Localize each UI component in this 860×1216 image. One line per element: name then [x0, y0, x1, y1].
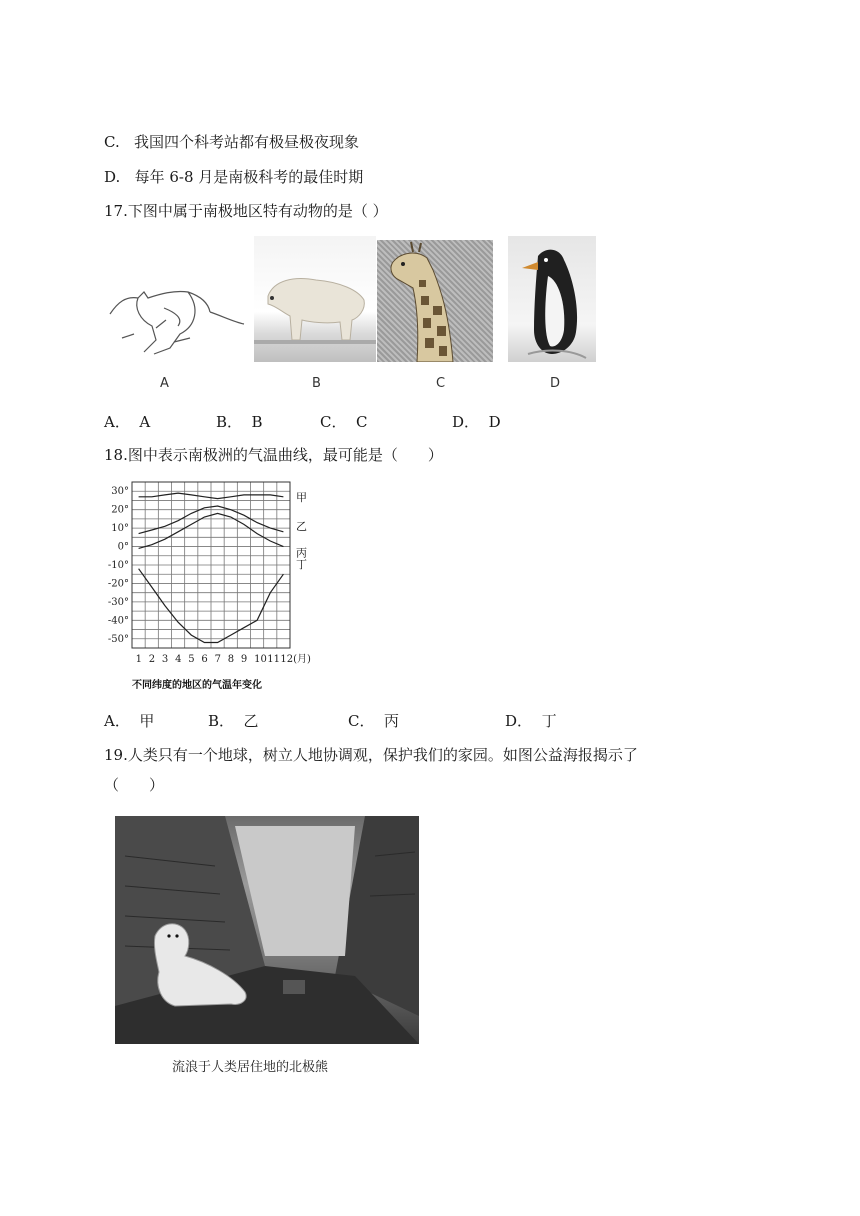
picture-label-d: D	[550, 376, 561, 391]
temperature-chart	[100, 478, 332, 700]
chart-title: 不同纬度的地区的气温年变化	[132, 680, 262, 691]
y-tick-label: 20°	[111, 504, 129, 516]
x-tick-label: 11	[267, 654, 280, 665]
y-tick-label: -30°	[107, 596, 129, 608]
x-tick-label: 8	[227, 654, 235, 665]
picture-label-b: B	[312, 376, 321, 391]
q17-option-a: A． A	[104, 413, 151, 431]
q16-option-d: D. 每年 6-8 月是南极科考的最佳时期	[104, 168, 364, 186]
q19-stem-bracket: （ ）	[104, 776, 165, 794]
q18-option-a: A． 甲	[104, 712, 155, 730]
x-tick-label: 9	[240, 654, 248, 665]
y-tick-label: 10°	[111, 523, 129, 535]
q17-option-b: B． B	[216, 413, 263, 431]
q19-stem: 19.人类只有一个地球，树立人地协调观，保护我们的家园。如图公益海报揭示了	[104, 746, 638, 764]
polar-bear-street-poster	[115, 816, 419, 1044]
giraffe-photo	[377, 240, 493, 362]
series-label-4: 丁	[296, 558, 307, 572]
q18-option-c: C． 丙	[348, 712, 400, 730]
y-tick-label: -50°	[107, 633, 129, 645]
q18-option-d: D． 丁	[505, 712, 557, 730]
x-tick-label: 10	[254, 654, 267, 665]
y-tick-label: -20°	[107, 578, 129, 590]
kangaroo-sketch-image	[104, 268, 246, 358]
x-tick-label: 7	[214, 654, 221, 665]
q18-option-b: B． 乙	[208, 712, 259, 730]
x-tick-label: 6	[201, 654, 208, 665]
poster-caption: 流浪于人类居住地的北极熊	[172, 1060, 329, 1075]
series-label-1: 甲	[296, 490, 307, 504]
x-tick-label: 4	[175, 654, 182, 665]
q17-option-c: C． C	[320, 413, 368, 431]
q16-option-c: C. 我国四个科考站都有极昼极夜现象	[104, 133, 360, 151]
q18-stem: 18.图中表示南极洲的气温曲线，最可能是（ ）	[104, 446, 443, 464]
y-tick-label: 0°	[117, 541, 129, 553]
x-tick-label: 3	[161, 654, 169, 665]
picture-label-c: C	[436, 376, 446, 391]
x-tick-label: 12(月)	[280, 654, 311, 665]
x-tick-label: 1	[135, 654, 142, 665]
x-tick-label: 5	[188, 654, 195, 665]
y-tick-label: 30°	[111, 486, 129, 498]
series-label-3: 丙	[296, 546, 307, 560]
y-tick-label: -10°	[107, 560, 129, 571]
q17-stem: 17.下图中属于南极地区特有动物的是（ ）	[104, 202, 388, 220]
y-tick-label: -40°	[107, 615, 129, 627]
q17-option-d: D． D	[452, 413, 501, 431]
x-tick-label: 2	[148, 654, 156, 665]
penguin-photo	[508, 236, 596, 362]
polar-bear-photo	[254, 236, 376, 362]
series-label-2: 乙	[296, 519, 307, 533]
picture-label-a: A	[160, 376, 169, 391]
